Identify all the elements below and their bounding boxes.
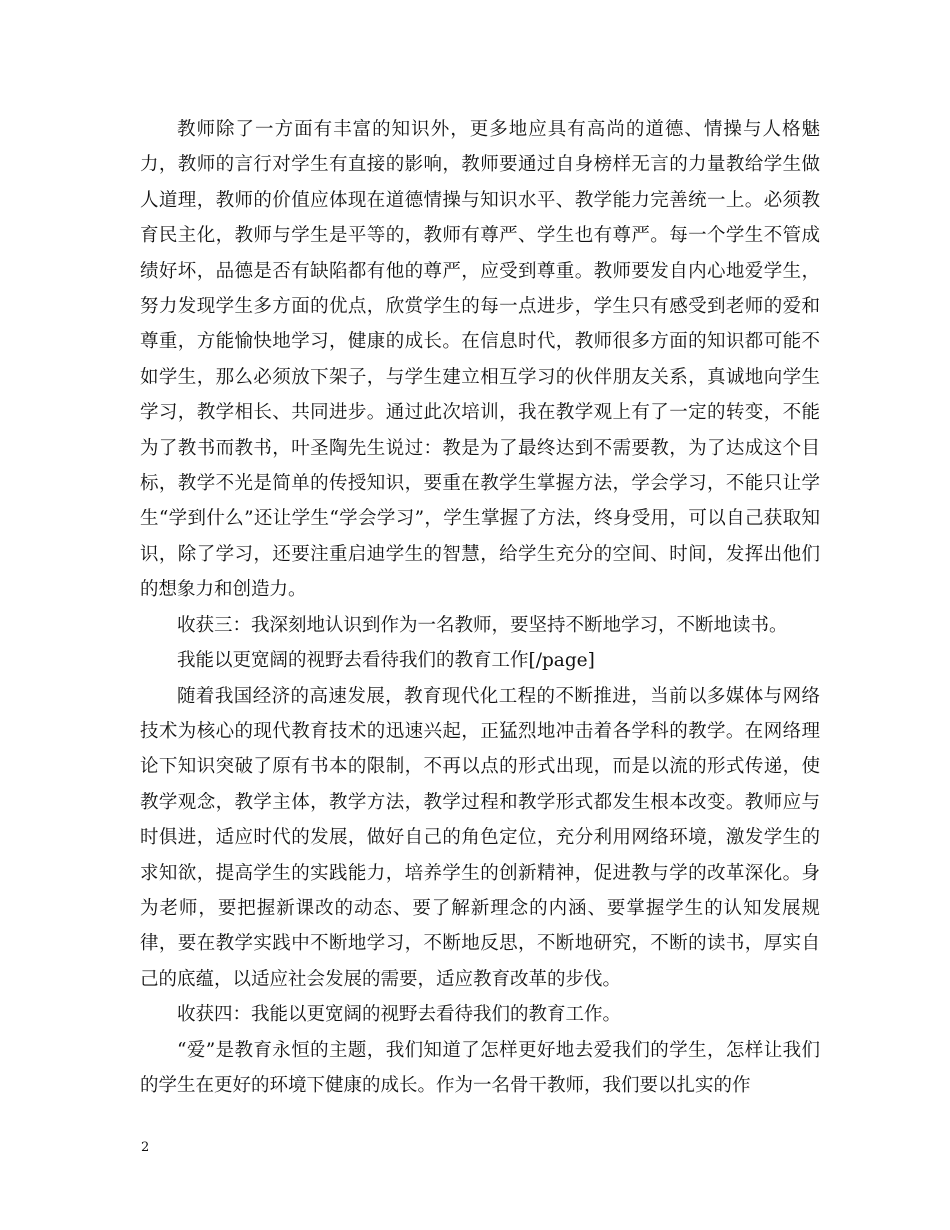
paragraph-gain-four: 收获四：我能以更宽阔的视野去看待我们的教育工作。 bbox=[177, 1004, 622, 1026]
page-number: 2 bbox=[141, 1140, 150, 1155]
paragraph-wider-view: 我能以更宽阔的视野去看待我们的教育工作[/page] bbox=[177, 650, 595, 672]
document-body bbox=[140, 112, 820, 1103]
paragraph-love-theme: “爱”是教育永恒的主题，我们知道了怎样更好地去爱我们的学生，怎样让我们的学生在更好的环境下健康的成长。作为一名骨干教师，我们要以扎实的作 bbox=[140, 1039, 820, 1096]
paragraph-gain-three: 收获三：我深刻地认识到作为一名教师，要坚持不断地学习，不断地读书。 bbox=[177, 614, 788, 636]
paragraph-modern-education: 随着我国经济的高速发展，教育现代化工程的不断推进，当前以多媒体与网络技术为核心的现代教育技术的迅速兴起，正猛烈地冲击着各学科的教学。在网络理论下知识突破了原有书本的限制，不再以点的形式出现，而是以流的形式传递，使教学观念，教学主体，教学方法，教学过程和教学形式都发生根本改变。教师应与时俱进，适应时代的发展，做好自己的角色定位，充分利用网络环境，激发学生的求知欲，提高学生的实践能力，培养学生的创新精神，促进教与学的改革深化。身为老师，要把握新课改的动态、要了解新理念的内涵、要掌握学生的认知发展规律，要在教学实践中不断地学习，不断地反思，不断地研究，不断的读书，厚实自己的底蕴，以适应社会发展的需要，适应教育改革的步伐。 bbox=[140, 685, 820, 990]
paragraph-teacher-virtue: 教师除了一方面有丰富的知识外，更多地应具有高尚的道德、情操与人格魅力，教师的言行对学生有直接的影响，教师要通过自身榜样无言的力量教给学生做人道理，教师的价值应体现在道德情操与知识水平、教学能力完善统一上。必须教育民主化，教师与学生是平等的，教师有尊严、学生也有尊严。每一个学生不管成绩好坏，品德是否有缺陷都有他的尊严，应受到尊重。教师要发自内心地爱学生，努力发现学生多方面的优点，欣赏学生的每一点进步，学生只有感受到老师的爱和尊重，方能愉快地学习，健康的成长。在信息时代，教师很多方面的知识都可能不如学生，那么必须放下架子，与学生建立相互学习的伙伴朋友关系，真诚地向学生学习，教学相长、共同进步。通过此次培训，我在教学观上有了一定的转变，不能为了教书而教书，叶圣陶先生说过：教是为了最终达到不需要教，为了达成这个目标，教学不光是简单的传授知识，要重在教学生掌握方法，学会学习，不能只让学生“学到什么”还让学生“学会学习”，学生掌握了方法，终身受用，可以自己获取知识，除了学习，还要注重启迪学生的智慧，给学生充分的空间、时间，发挥出他们的想象力和创造力。 bbox=[140, 119, 820, 601]
